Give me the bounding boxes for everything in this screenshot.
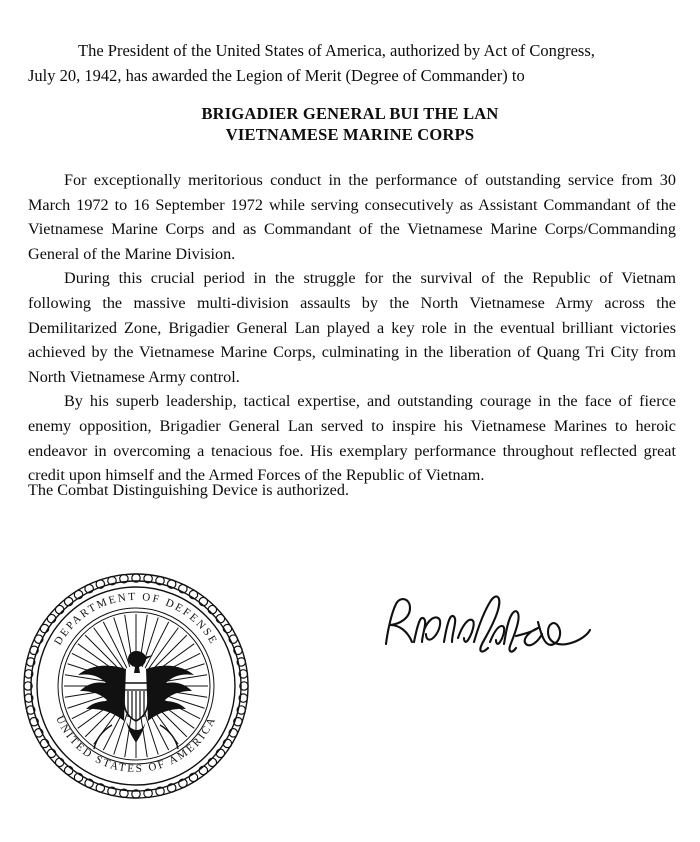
citation-intro bbox=[28, 38, 672, 88]
citation-paragraph-1: For exceptionally meritorious conduct in the performance of outstanding service from 30 March 1972 to 16 September 1972 while serving consecutively as Assistant Commandant of the Vietnamese Marine Corps and as Commandant of the Vietnamese Marine Corps/Commanding General of the Marine Division. bbox=[28, 171, 676, 263]
signature-icon bbox=[378, 592, 593, 662]
recipient-block bbox=[0, 103, 700, 145]
svg-text:UNITED STATES OF AMERICA: UNITED STATES OF AMERICA bbox=[53, 714, 219, 776]
citation-paragraph-2: During this crucial period in the struggle for the survival of the Republic of Vietnam following the massive multi-division assaults by the North Vietnamese Army across the Demilitarized Zone, Brigadier General Lan played a key role in the eventual brilliant victories achieved by the Vietnamese Marine Corps, culminating in the liberation of Quang Tri City from North Vietnamese Army control. bbox=[28, 269, 676, 386]
intro-line-2: July 20, 1942, has awarded the Legion of Merit (Degree of Commander) to bbox=[28, 66, 525, 85]
citation-paragraph-3: By his superb leadership, tactical expertise, and outstanding courage in the face of fierce enemy opposition, Brigadier General Lan served to inspire his Vietnamese Marines to heroic endeavor in overcoming a tenacious foe. His exemplary performance throughout reflected great credit upon himself and the Armed Forces of the Republic of Vietnam. bbox=[28, 392, 676, 485]
intro-line-1: The President of the United States of America, authorized by Act of Congress, bbox=[78, 41, 595, 60]
recipient-name: BRIGADIER GENERAL BUI THE LAN bbox=[201, 104, 499, 123]
department-of-defense-seal-icon bbox=[20, 565, 252, 807]
citation-body bbox=[28, 168, 676, 488]
closing-statement: The Combat Distinguishing Device is authorized. bbox=[28, 481, 349, 499]
recipient-organization: VIETNAMESE MARINE CORPS bbox=[225, 125, 475, 144]
svg-text:DEPARTMENT OF DEFENSE: DEPARTMENT OF DEFENSE bbox=[52, 590, 220, 648]
